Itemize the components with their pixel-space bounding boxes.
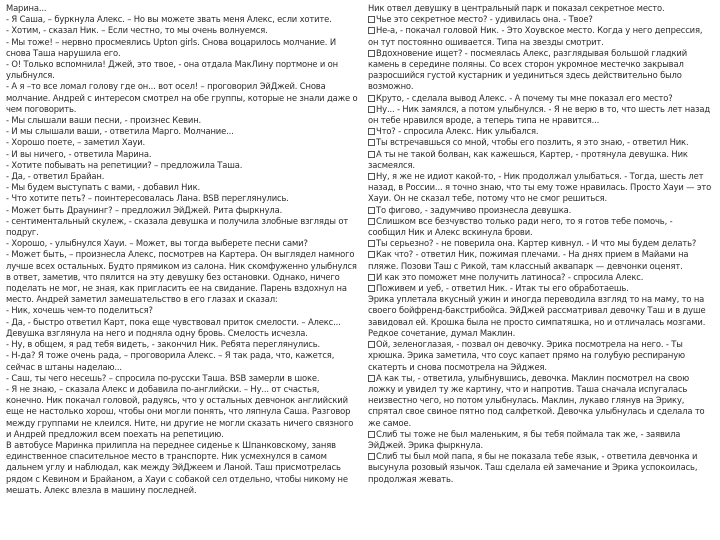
left-paragraph: Марина... <box>6 3 47 13</box>
left-paragraph: - Да, - быстро ответил Карт, пока еще чувствовал приток смелости. – Алекс... Девушка взглянула на него и подняла одну бровь. Смелость исчезла. <box>6 316 341 338</box>
left-paragraph: - О! Только вспомнила! Джей, это твое, - она отдала МакЛину портмоне и он улыбнулся. <box>6 59 338 81</box>
bulleted-paragraph: Не-а, - покачал головой Ник. - Это Хоувское место. Когда у него депрессия, он тут постоянно ошивается. Типа на звезды смотрит. <box>368 25 712 47</box>
bulleted-paragraph: Круто, - сделала вывод Алекс. - А почему ты мне показал его место? <box>368 93 712 104</box>
bulleted-paragraph: Чье это секретное место? - удивилась она. - Твое? <box>368 14 712 25</box>
bulleted-paragraph: А как ты, - ответила, улыбнувшись, девочка. Маклин посмотрел на свою ложку и увидел ту же картину, что и напротив. Таша сначала испугалась неизвестно чего, но потом улыбнулась. Маклин, лукаво глянув на Эрику, спрятал свое свиное пятно под салфеткой. Девочка улыбнулась и сделала то же самое. <box>368 373 712 429</box>
bulleted-paragraph: Слиб ты тоже не был маленьким, я бы тебя поймала так же, - заявила ЭйДжей. Эрика фыркнула. <box>368 429 712 451</box>
bulleted-paragraph: Как что? - ответил Ник, пожимая плечами. - На днях прием в Майами на пляже. Позови Таш с Рикой, там классный аквапарк — девчонки оценят. <box>368 249 712 271</box>
left-paragraph: - И мы слышали ваши, - ответила Марго. Молчание... <box>6 126 234 137</box>
left-text-column <box>6 3 358 537</box>
left-paragraph: - И вы ничего, - ответила Марина. <box>6 148 152 159</box>
bulleted-paragraph: Слишком все безчувство только ради него, то я готов тебе помочь, - сообщил Ник и Алекс вскинула брови. <box>368 216 712 238</box>
left-paragraph: - Ник, хочешь чем-то поделиться? <box>6 305 153 316</box>
bulleted-paragraph: Ты встречавшься со мной, чтобы его позлить, я это знаю, - ответил Ник. <box>368 137 712 148</box>
bulleted-paragraph: Что? - спросила Алекс. Ник улыбался. <box>368 126 712 137</box>
left-paragraph: - Да, - ответил Брайан. <box>6 171 105 182</box>
bulleted-paragraph: Поживем и уеб, - ответил Ник. - Итак ты его обработаешь. <box>368 283 712 294</box>
left-paragraph: - Хорошо поете, – заметил Хауи. <box>6 137 146 148</box>
left-paragraph: - Мы слышали ваши песни, - произнес Кевин. <box>6 115 202 126</box>
left-paragraph: - Саш, ты чего несешь? – спросила по-русски Таша. BSB замерли в шоке. <box>6 372 320 383</box>
bulleted-paragraph: А ты не такой болван, как кажешься, Картер, - протянула девушка. Ник засмеялся. <box>368 149 712 171</box>
left-paragraph: - Я не знаю, – сказала Алекс и добавила по-английски. – Ну... от счастья, конечно. Ник покачал головой, радуясь, что у остальных девчонок английский еще не настолько хорош, чтобы они могли понять, что ляпнула Саша. Разговор между группами не клеился. Ните, ни другие не могли сказать ничего связного и Андрей предложил всем поехать на репетицию. <box>6 383 354 439</box>
right-paragraph: Ник отвел девушку в центральный парк и показал секретное место. <box>368 3 665 13</box>
right-text-column <box>368 3 712 537</box>
bulleted-paragraph: Ну, я же не идиот какой-то, - Ник продолжал улыбаться. - Тогда, шесть лет назад, в России... я точно знаю, что ты ему тоже нравилась. Просто Хауи — это Хауи. Он не сказал тебе, потому что не смог решиться. <box>368 171 712 204</box>
bulleted-paragraph: Ты серьезно? - не поверила она. Картер кивнул. - И что мы будем делать? <box>368 238 712 249</box>
left-paragraph: - сентиментальный скулеж, - сказала девушка и получила злобные взгляды от подруг. <box>6 215 349 238</box>
left-paragraph: - Хорошо, - улыбнулся Хауи. – Может, вы тогда выберете песни сами? <box>6 238 308 249</box>
bulleted-paragraph: Вдохновение ищет? - посмеялась Алекс, разглядывая большой гладкий камень в середине поляны. Со всех сторон укромное местечко закрывал разросшийся густой кустарник и уединиться здесь действительно было возможно. <box>368 48 712 93</box>
left-paragraph: - Хотите побывать на репетиции? – предложила Таша. <box>6 159 243 170</box>
left-paragraph: - Н-да? Я тоже очень рада, – проговорила Алекс. – Я так рада, что, кажется, сейчас в штаны наделаю... <box>6 350 335 372</box>
bulleted-paragraph: Слиб ты был мой папа, я бы не показала тебе язык, - ответила девчонка и высунула розовый язычок. Таш сделала ей замечание и Эрика успокоилась, продолжая жевать. <box>368 451 712 485</box>
left-paragraph: - Я Саша, – буркнула Алекс. – Но вы можете звать меня Алекс, если хотите. <box>6 14 332 25</box>
left-paragraph: - Может быть Драунинг? – предложил ЭйДжей. Рита фыркнула. <box>6 204 283 215</box>
bulleted-paragraph: То фигово, - задумчиво произнесла девушка. <box>368 205 712 216</box>
left-paragraph: - Может быть, – произнесла Алекс, посмотрев на Картера. Он выглядел намного лучше всех остальных. Будто прямиком из салона. Ник скомфуженно улыбнулся в ответ, заметив, что пялится на эту девушку без остановки. Однако, ничего поделать не мог, не зная, как пригласить ее на свидание. Парень вздохнул на место. Андрей заметил замешательство в его глазах и сказал: <box>6 249 357 305</box>
right-paragraph: Эрика уплетала вкусный ужин и иногда переводила взгляд то на маму, то на своего бойфренд-бакстрибойса. ЭйДжей рассматривал девочку Таш и в душе завидовал ей. Крошка была не просто симпатяшка, но и отличалась мозгами. Редкое сочетание, думал Маклин. <box>368 294 706 338</box>
left-paragraph: - Мы будем выступать с вами, - добавил Ник. <box>6 182 201 193</box>
bulleted-paragraph: И как это поможет мне получить латиноса? - спросила Алекс. <box>368 272 712 283</box>
left-paragraph: - Мы тоже! – нервно просмеялись Upton girls. Снова воцарилось молчание. И снова Таша нарушила его. <box>6 36 336 58</box>
left-paragraph: - Хотим, - сказал Ник. – Если честно, то мы очень волнуемся. <box>6 25 268 36</box>
left-paragraph: - А я –то все ломал голову где он... вот осел! – проговорил ЭйДжей. Снова молчание. Андрей с интересом смотрел на обе группы, которые не знали даже о чем поговорить. <box>6 81 358 114</box>
left-paragraph: - Ну, в общем, я рад тебя видеть, - закончил Ник. Ребята переглянулись. <box>6 339 320 350</box>
left-paragraph: В автобусе Маринка прилипла на переднее сиденье к Шпанковскому, заняв единственное спасительное место в транспорте. Ник усмехнулся в самом дальнем углу и наблюдал, как между ЭйДжеем и Ланой. Таш присмотрелась рядом с Кевином и Брайаном, а Хауи с собакой сел отдельно, чтобы никому не мешать. Алекс влезла в машину последней. <box>6 439 348 495</box>
bulleted-paragraph: Ну... - Ник замялся, а потом улыбнулся. - Я не верю в то, что шесть лет назад он тебе нравился вроде, а теперь типа не нравится... <box>368 103 711 126</box>
left-paragraph: - Что хотите петь? – поинтересовалась Лана. BSB переглянулись. <box>6 193 289 204</box>
bulleted-paragraph: Ой, зеленоглазая, - позвал он девочку. Эрика посмотрела на него. - Ты хрюшка. Эрика заметила, что соус капает прямо на голубую респираную скатерть и снова посмотрела на Эйджея. <box>368 339 712 373</box>
